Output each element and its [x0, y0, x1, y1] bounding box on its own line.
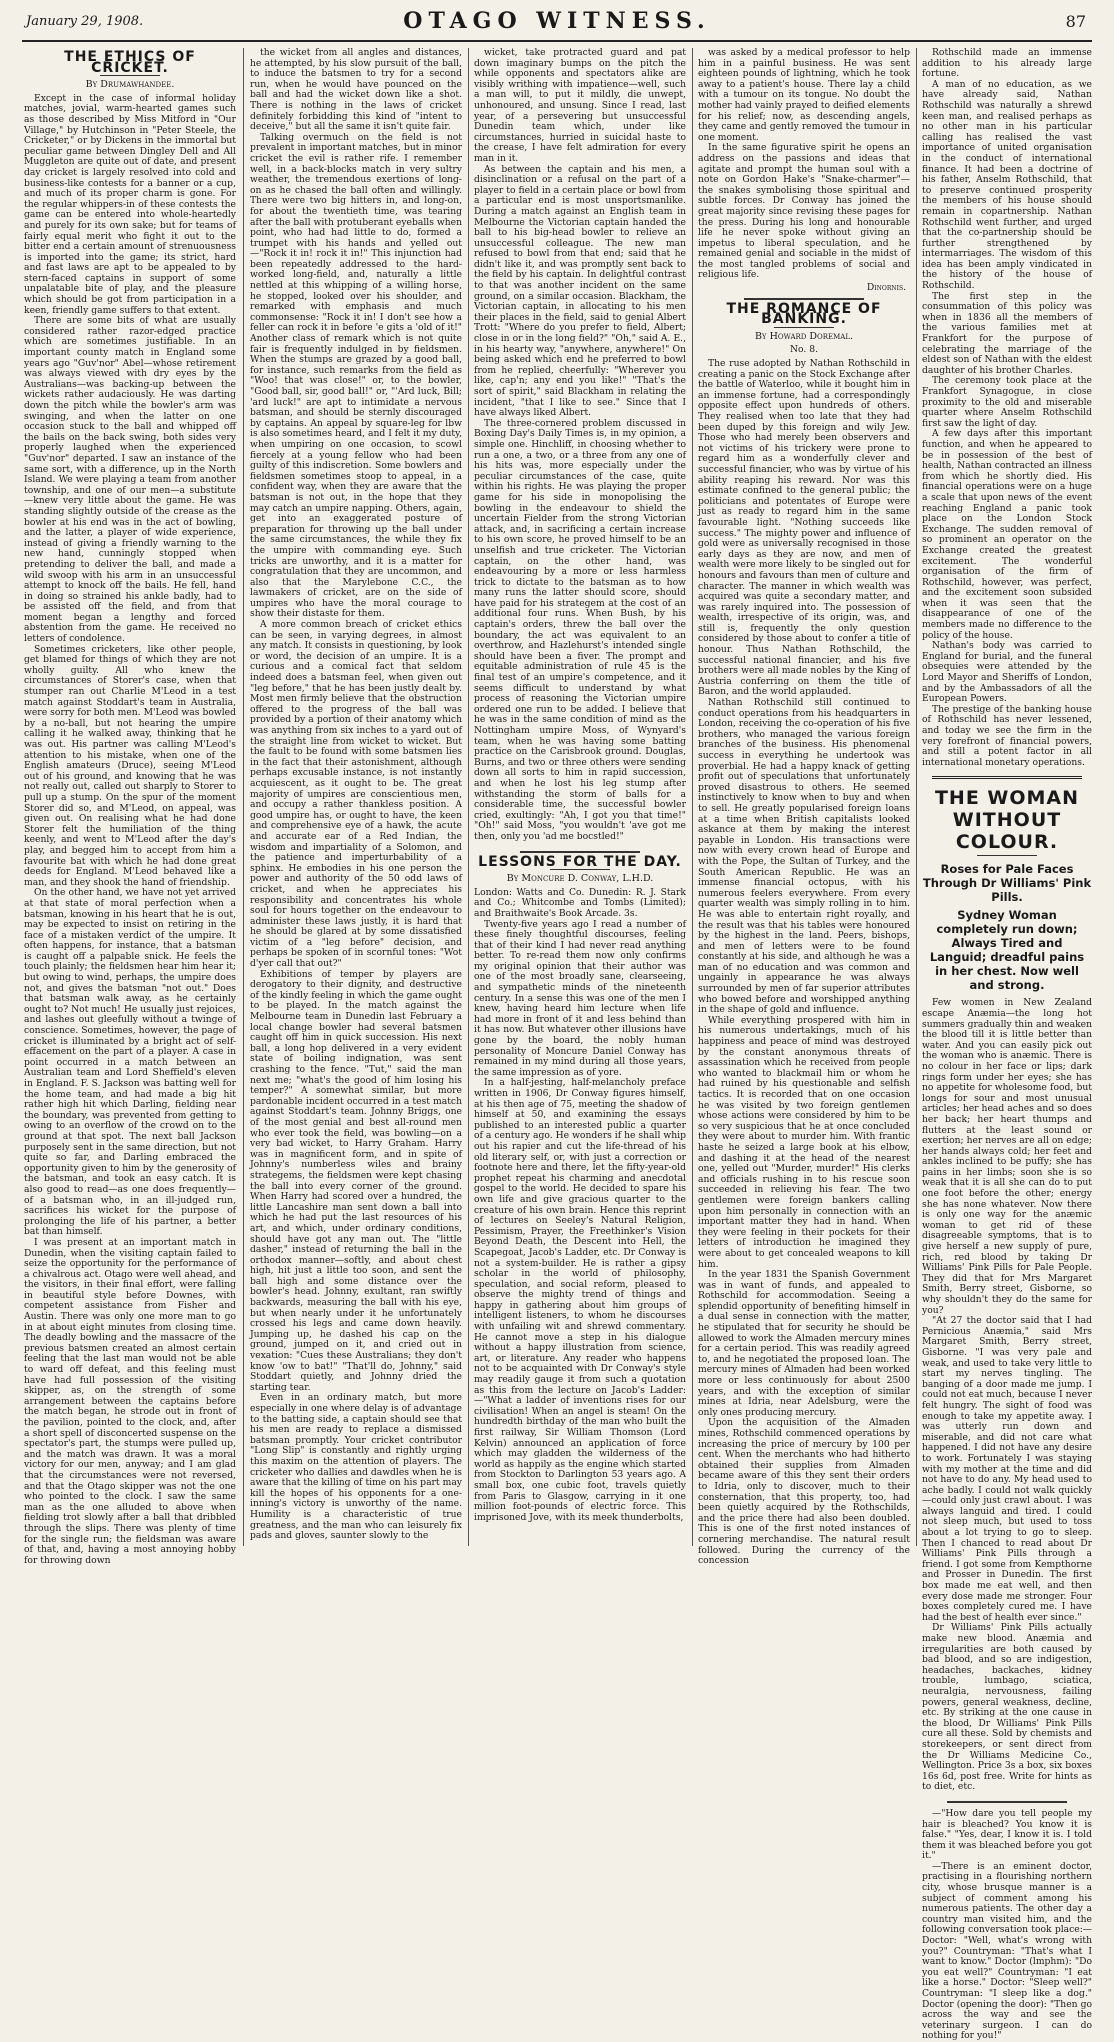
paragraph: Even in an ordinary match, but more especially in one where delay is of advantage to the batting side, a captain should see that his men are ready to replace a dismissed batsman promptly. Your cricket contributor "Long Slip" is constantly and rightly urging this maxim on the attention of players. The cricketer who dallies and dawdles when he is aware that the killing of time on his part may kill the hopes of his opponents for a one-inning's victory is unworthy of the name. Humility is a characteristic of true greatness, and the man who can leisurely fix pads and gloves, saunter slowly to the — [250, 1392, 462, 1542]
paragraph: In a half-jesting, half-melancholy preface written in 1906, Dr Conway figures himself, at his then age of 75, meeting the shadow of himself at 50, and examining the essays published to an interested public a quarter of a century ago. He wonders if he shall whip out his rapier and cut the life-thread of his old literary self, or, with just a correction or footnote here and there, let the fifty-year-old prophet repeat his charming and anecdotal gospel to the world. He decided to spare his own life and give gracious quarter to the creature of his own brain. Hence this reprint of lectures on Seeley's Natural Religion, Pessimism, Prayer, the Freethinker's Vision Beyond Death, the Descent into Hell, the Scapegoat, Jacob's Ladder, etc. Dr Conway is not a system-builder. He is rather a gipsy scholar in the world of philosophy, speculation, and social reform, pleased to observe the mighty trend of things and happy in gathering about him groups of intelligent listeners, to whom he discourses with unfailing wit and shrewd commentary. He cannot move a step in his dialogue without a happy illustration from science, art, or literature. Any reader who happens not to be acquainted with Dr Conway's style may readily gauge it from such a quotation as this from the lecture on Jacob's Ladder:—"What a ladder of inventions rises for our civilisation! When an angel is steam! On the hundredth birthday of the man who built the first railway, Sir William Thomson (Lord Kelvin) announced an application of force which may gladden the wilderness of the world as happily as the engine which started from Stockton to Darlington 53 years ago. A small box, one cubic foot, travels quietly from Paris to Glasgow, carrying in it one million foot-pounds of electric force. This imprisoned Jove, with its meek thunderbolts, — [474, 1077, 686, 1523]
paragraph: A more common breach of cricket ethics can be seen, in varying degrees, in almost any match. It consists in questioning, by look or word, the decision of an umpire. It is a curious and a comical fact that seldom indeed does a batsman feel, when given out "leg before," that he has been justly dealt by. Most men firmly believe that the obstruction offered to the progress of the ball was provided by a portion of their anatomy which was anything from six inches to a yard out of the straight line from wicket to wicket. But the fault to be found with some batsmen lies in the fact that their astonishment, although perhaps excusable instance, is not instantly acquiescent, as it ought to be. The great majority of umpires are conscientious men, and occupy a rather thankless position. A good umpire has, or ought to have, the keen and comprehensive eye of a hawk, the acute and accurate ear of a Red Indian, the wisdom and impartiality of a Solomon, and the patience and imperturbability of a sphinx. He embodies in his one person the power and authority of the 50 odd laws of cricket, and when he appreciates his responsibility and concentrates his whole soul for hours together on the endeavour to administer these laws justly, it is hard that he should be glared at by some dissatisfied victim of a "leg before" decision, and perhaps be spoken of in scornful tones: "Wot d'yer call that out?" — [250, 619, 462, 970]
paragraph: —"How dare you tell people my hair is bleached? You know it is false." "Yes, dear, I know it is. I told them it was bleached before you got it." — [922, 1807, 1092, 1862]
ad-subheading: Roses for Pale Faces Through Dr Williams' Pink Pills. — [922, 862, 1092, 905]
article-body — [698, 48, 910, 281]
column-4 — [698, 47, 910, 1567]
quips — [922, 1809, 1092, 2042]
ad-body — [922, 998, 1092, 1793]
article-byline: By Drumawhandee. — [85, 79, 175, 91]
paragraph: There are some bits of what are usually considered rather razor-edged practice which are sometimes justifiable. In an important county match in England some years ago "Guv'nor" Abel—whose retirement was always viewed with dry eyes by the Australians—was backing-up between the wickets rather audaciously. He was darting down the pitch while the bowler's arm was swinging, and when the latter on one occasion stuck to the ball and whipped off the bails on the back swing, both sides very properly laughed when the experienced "Guv'nor" departed. I saw an instance of the same sort, with a difference, up in the North Island. We were playing a team from another township, and one of our men—a substitute—knew very little about the game. He was standing slightly outside of the crease as the bowler at his end was in the act of bowling, and the latter, a player of wide experience, instead of giving a friendly warning to the new hand, cunningly stopped when pretending to deliver the ball, and made a wild swoop with his arm in an unsuccessful attempt to knock off the bails. He fell, hand in doing so strained his ankle badly, had to be assisted off the field, and from that moment began a lengthy and forced abstention from the game. He received no letters of condolence. — [24, 315, 236, 645]
title-divider — [977, 855, 1037, 856]
section-divider — [744, 298, 864, 300]
paragraph: The three-cornered problem discussed in Boxing Day's Daily Times is, in my opinion, a simple one. Hinchliff, in choosing whether to run a one, a two, or a three from any one of his hits was, more especially under the peculiar circumstances of the case, quite within his rights. He was playing the proper game for his side in monopolising the bowling in the endeavour to shield the uncertain Fielder from the strong Victorian attack, and, in sacrificing a certain increase to his own score, he proved himself to be an unselfish and true cricketer. The Victorian captain, on the other hand, was endeavouring by a more or less harmless trick to dictate to the batsman as to how many runs the latter should score, should have paid for his strategem at the cost of an additional four runs. When Bush, by his captain's orders, threw the ball over the boundary, the act was equivalent to an overthrow, and Hazlehurst's intended single should have been a fiver. The prompt and equitable administration of rule 45 is the final test of an umpire's competence, and it seems difficult to understand by what process of reasoning the Victorian umpire ordered one run to be added. I believe that he was in the same condition of mind as the Nottingham umpire Moss, of Wynyard's team, when he was having some batting practice on the Carisbrook ground. Douglas, Burns, and two or three others were sending down all sorts to him in rapid succession, and when he lost his leg stump after withstanding the storm of balls for a considerable time, the successful bowler cried, exultingly: "Ah, I got you that time!" "Oh!" said Moss, "you wouldn't 'ave got me then, only you 'ad me bocstled!" — [474, 417, 686, 842]
paragraph: I was present at an important match in Dunedin, when the visiting captain failed to seize the opportunity for the performance of a chivalrous act. Otago were well ahead, and the visitors, in their final effort, were falling in beautiful style before Downes, with competent assistance from Fisher and Austin. There was only one more man to go in at about eight minutes from closing time. The deadly bowling and the massacre of the previous batsmen created an almost certain feeling that the last man would not be able to ward off defeat, and this feeling must have had full possession of the visiting skipper, as, on the strength of some arrangement between the captains before the match began, he strode out in front of the pavilion, pointed to the clock, and, after a short spell of disconcerted suspense on the spectator's part, the stumps were pulled up, and the match was drawn. It was a moral victory for our men, anyway; and I am glad that the circumstances were not reversed, and that the Otago skipper was not the one who pointed to the clock. I saw the same man as the one alluded to above when fielding trot slowly after a ball that dribbled through the slips. There was plenty of time for the single run; the fieldsman was aware of that, and, having a most annoying hobby for throwing down — [24, 1236, 236, 1566]
column-divider — [916, 48, 917, 1546]
article-number: No. 8. — [789, 344, 818, 356]
paragraph: Few women in New Zealand escape Anæmia—the long hot summers gradually thin and weaken the blood till it is little better than water. And you can easily pick out the woman who is anæmic. There is no colour in her face or lips; dark rings form under her eyes; she has no appetite for wholesome food, but longs for sour and most unusual articles; her head aches and so does her back; her heart thumps and flutters at the least sound or exertion; her nerves are all on edge; her hands always cold; her feet and ankles inclined to be puffy; she has pains in her limbs; soon she is so weak that it is all she can do to put one foot before the other; energy she has none whatever. Now there is only one way for the anæmic woman to get rid of these disagreeable symptoms, that is to give herself a new supply of pure, rich, red blood by taking Dr Williams' Pink Pills for Pale People. They did that for Mrs Margaret Smith, Berry street, Gisborne, so why shouldn't they do the same for you? — [922, 997, 1092, 1316]
ad-rule — [932, 776, 1082, 779]
paragraph: On the other hand, we have not yet arrived at that state of moral perfection when a batsman, knowing in his heart that he is out, may be expected to insist on retiring in the face of a mistaken verdict of the umpire. It often happens, for instance, that a batsman is caught off a palpable snick. He feels the touch plainly; the fieldsmen hear him hear it; but owing to wind, perhaps, the umpire does not, and gives the batsman "not out." Does that batsman walk away, as he certainly ought to? Not much! He usually just rejoices, and lashes out gleefully without a twinge of conscience. Sometimes, however, the page of cricket is illuminated by a bright act of self-effacement on the part of a player. A case in point occurred in a match between an Australian team and Lord Sheffield's eleven in England. F. S. Jackson was batting well for the home team, and had made a big hit rather high hit which Darling, fielding near the boundary, was prevented from getting to owing to an overflow of the crowd on to the ground at that spot. The next ball Jackson purposely sent in the same direction, but not quite so far, and Darling embraced the opportunity given to him by the generosity of the batsman, and took an easy catch. It is also good to read—as one does frequently—of a batsman who, in an ill-judged run, sacrifices his wicket for the purpose of prolonging the life of his partner, a better bat than himself. — [24, 887, 236, 1238]
masthead: OTAGO WITNESS. — [403, 8, 711, 34]
paragraph: A man of no education, as we have already said, Nathan Rothschild was naturally a shrewd keen man, and realised perhaps as no other man in his particular calling has realised the vast importance of united organisation in the conduct of international finance. It had been a doctrine of his father, Anselm Rothschild, that to preserve continued prosperity the members of his house should remain in copartnership. Nathan Rothschild went further, and urged that the co-partnership should be further strengthened by intermarriages. The wisdom of this idea has been amply vindicated in the history of the house of Rothschild. — [922, 78, 1092, 292]
article-body — [474, 48, 686, 843]
column-divider — [468, 48, 469, 1546]
paragraph: The ceremony took place at the Frankfort Synagogue, in close proximity to the old and miserable quarter where Anselm Rothschild first saw the light of day. — [922, 375, 1092, 429]
paragraph: Dr Williams' Pink Pills actually make new blood. Anæmia and irregularities are both caused by bad blood, and so are indigestion, headaches, backaches, kidney trouble, lumbago, sciatica, neuralgia, nervousness, failing powers, general weakness, decline, etc. By striking at the one cause in the blood, Dr Williams' Pink Pills cure all these. Sold by chemists and storekeepers, or sent direct from the Dr Williams Medicine Co., Wellington. Price 3s a box, six boxes 16s 6d, post free. Write for hints as to diet, etc. — [922, 1622, 1092, 1793]
paragraph: Twenty-five years ago I read a number of these finely thoughtful discourses, feeling that of their kind I had never read anything better. To re-read them now only confirms my original opinion that their author was one of the most broadly sane, clearseeing, and sympathetic minds of the nineteenth century. In a sense this was one of the men I knew, having heard him lecture when life had more in front of it and less behind than it has now. But whatever other illusions have gone by the board, the nobly human personality of Moncure Daniel Conway has remained in my mind during all those years, the same impression as of yore. — [474, 918, 686, 1078]
page-number: 87 — [1065, 12, 1086, 31]
paragraph: While everything prospered with him in his numerous undertakings, much of his happiness and peace of mind was destroyed by the constant anonymous threats of assassination which he received from people who wanted to blackmail him or whom he had ruined by his questionable and selfish tactics. It is recorded that on one occasion he was visited by two foreign gentlemen whose actions were considered by him to be so very suspicious that he at once concluded they were about to murder him. With frantic haste he seized a large book at his elbow, and dashing it at the head of the nearest one, yelled out "Murder, murder!" His clerks and officials rushing in to his rescue soon succeeded in relieving his fear. The two gentlemen were foreign bankers calling upon him personally in connection with an important matter they had in hand. When they were feeling in their pockets for their letters of introduction he imagined they were about to get concealed weapons to kill him. — [698, 1014, 910, 1270]
article-title: THE ETHICS OF CRICKET. — [64, 49, 196, 76]
article-title: THE ROMANCE OF BANKING. — [726, 300, 882, 328]
ad-title: THE WOMAN WITHOUT COLOUR. — [934, 787, 1080, 854]
column-1 — [24, 48, 236, 1566]
paragraph: A few days after this important function, and when he appeared to be in possession of the best of health, Nathan contracted an illness from which he shortly died. His financial operations were on a huge a scale that upon news of the event reaching England a panic took place on the London Stock Exchange. The sudden removal of so prominent an operator on the Exchange created the greatest excitement. The wonderful organisation of the firm of Rothschild, however, was perfect, and the excitement soon subsided when it was seen that the disappearance of one of the members made no difference to the policy of the house. — [922, 428, 1092, 641]
paragraph: Sometimes cricketers, like other people, get blamed for things of which they are not wholly guilty. All who knew the circumstances of Storer's case, when that stumper ran out Charlie M'Leod in a test match against Stoddart's team in Australia, were sorry for both men. M'Leod was bowled by a no-ball, but not hearing the umpire calling it he walked away, thinking that he was out. His partner was calling M'Leod's attention to his mistake, when one of the English amateurs (Druce), seeing M'Leod out of his ground, and knowing that he was not really out, called out sharply to Storer to pull up a stump. On the spur of the moment Storer did so, and M'Leod, on appeal, was given out. On realising what he had done Storer felt the humiliation of the thing keenly, and went to M'Leod after the day's play, and begged him to accept from him a favourite bat with which he had done great deeds for England. M'Leod behaved like a man, and they shook the hand of friendship. — [24, 643, 236, 888]
ad-subheading: Sydney Woman completely run down; Always Tired and Languid; dreadful pains in her chest. Now well and strong. — [929, 908, 1085, 993]
paragraph: As between the captain and his men, a disinclination or a refusal on the part of a player to field in a certain place or bowl from a particular end is most unsportsmanlike. During a match against an English team in Melbourne the Victorian captain handed the ball to his big-head bowler to relieve an unsuccessful colleague. The new man refused to bowl from that end; said that he didn't like it, and was promptly sent back to the field by his captain. In delightful contrast to that was another incident on the same ground, on a similar occasion. Blackham, the Victorian captain, in allocating to his men their places in the field, said to genial Albert Trott: "Where do you prefer to field, Albert; close in or in the long field?" "Oh," said A. E., in his hearty way, "anywhere, anywhere!" On being asked which end he preferred to bowl from he replied, cheerfully: "Wherever you like, cap'n; any end you like!" "That's the sort of spirit," said Blackham in relating the incident, "that I like to see." Since that I have always liked Albert. — [474, 163, 686, 419]
section-divider — [947, 1801, 1067, 1803]
paragraph: —There is an eminent doctor, practising in a flourishing northern city, whose brusque manner is a subject of comment among his numerous patients. The other day a country man visited him, and the following conversation took place:—Doctor: "Well, what's wrong with you?" Countryman: "That's what I want to know." Doctor (lmphm): "Do you eat well?" Countryman: "I eat like a horse." Doctor: "Sleep well?" Countryman: "I sleep like a dog." Doctor (opening the door): "Then go across the way and see the veterinary surgeon. I can do nothing for you!" — [922, 1860, 1092, 2042]
article-byline: By Howard Doremal. — [754, 330, 854, 342]
article-byline: By Moncure D. Conway, L.H.D. — [506, 873, 654, 885]
column-5 — [922, 47, 1092, 2042]
paragraph: the wicket from all angles and distances, he attempted, by his slow pursuit of the ball, to induce the batsmen to try for a second run, when he would have pounced on the ball and had the wicket down like a shot. There is nothing in the laws of cricket definitely forbidding this kind of "intent to deceive," but all the same it isn't quite fair. — [250, 47, 462, 133]
paragraph: The prestige of the banking house of Rothschild has never lessened, and today we see the firm in the very forefront of financial powers, and still a potent factor in all international monetary operations. — [922, 703, 1092, 768]
article-body — [922, 48, 1092, 768]
article-title: LESSONS FOR THE DAY. — [478, 853, 682, 870]
paragraph: Nathan's body was carried to England for burial, and the funeral obsequies were attended by the Lord Mayor and Sheriffs of London, and by the Ambassadors of all the European Powers. — [922, 640, 1092, 705]
article-body — [474, 920, 686, 1524]
section-divider — [520, 851, 640, 853]
article-body — [698, 698, 910, 1567]
paragraph: was asked by a medical professor to help him in a painful business. He was sent eighteen pounds of lightning, which he took away to a patient's house. There lay a child with a tumour on its tongue. No doubt the mother had vainly prayed to deified elements for his relief; now, as descending angels, they came and gently removed the tumour in one moment. — [698, 47, 910, 143]
paragraph: The first step in the consummation of this policy was when in 1836 all the members of the various families met at Frankfort for the purpose of celebrating the marriage of the eldest son of Nathan with the eldest daughter of his brother Charles. — [922, 290, 1092, 376]
page-header — [0, 6, 1114, 38]
article-body — [698, 359, 910, 698]
header-rule — [22, 40, 1092, 42]
column-divider — [692, 48, 693, 1546]
paragraph: In the same figurative spirit he opens an address on the passions and ideas that agitate and prompt the human soul with a note on Gordon Hake's "Snake-charmer"—the snakes symbolising those spiritual and subtle forces. Dr Conway has joined the great majority since revising these pages for the press. During his long and honourable life he never spoke without giving an impetus to liberal speculation, and he remained genial and sociable in the midst of the most tangled problems of social and religious life. — [698, 142, 910, 281]
paragraph: "At 27 the doctor said that I had Pernicious Anæmia," said Mrs Margaret Smith, Berry street, Gisborne. "I was very pale and weak, and used to take very little to start my nerves tingling. The banging of a door made me jump. I could not eat much, because I never felt hungry. The sight of food was enough to take my appetite away. I was utterly run down and miserable, and did not care what happened. I did not have any desire to work. Fortunately I was staying with my mother at the time and did not have to do any. My head used to ache badly. I could not walk quickly—could only just crawl about. I was always languid and tired. I could not sleep much, but used to toss about a lot trying to go to sleep. Then I chanced to read about Dr Williams' Pink Pills through a friend. I got some from Kempthorne and Prosser in Dunedin. The first box made me eat well, and then every dose made me stronger. Four boxes completely cured me. I have had the best of health ever since." — [922, 1315, 1092, 1623]
paragraph: The ruse adopted by Nathan Rothschild in creating a panic on the Stock Exchange after the battle of Waterloo, while it bought him in an immense fortune, had a correspondingly opposite effect upon hundreds of others. They realised when too late that they had been duped by this foreign and wily Jew. Those who had merely been observers and not victims of his trickery were prone to regard him as a wonderfully clever and successful financier, who was by virtue of his ability reaping his reward. Nor was this estimate confined to the general public; the politicians and potentates of Europe were just as ready to regard him in the same favourable light. "Nothing succeeds like success." The mighty power and influence of gold were as universally recognised in those early days as they are now, and men of wealth were more likely to be singled out for honours and favours than men of culture and character. The manner in which wealth was acquired was quite a secondary matter, and was rarely inquired into. The possession of wealth, irrespective of its origin, was, and still is, frequently the only question considered by those about to confer a title of honour. Thus Nathan Rothschild, the successful national financier, and his five brothers were all made nobles by the King of Austria conferring on them the title of Baron, and the world applauded. — [698, 358, 910, 698]
paragraph: Except in the case of informal holiday matches, jovial, warm-hearted games such as those described by Miss Mitford in "Our Village," by Hutchinson in "Peter Steele, the Cricketer," or by Dickens in the immortal but peculiar game between Dingley Dell and All Muggleton are quite out of date, and present day cricket is largely resolved into cold and business-like contests for a banner or a cup, and much of its proper charm is gone. For the regular whippers-in of these contests the game can be entered into whole-heartedly and purely for its own sake; but for teams of fairly equal merit who fight it out to the bitter end a certain amount of strenuousness is imported into the game; its strict, hard and fast laws are apt to be appealed to by stern-faced captains in support of some unpalatable bite of play, and the pleasure which should be got from participation in a keen, friendly game suffers to that extent. — [24, 92, 236, 316]
column-3 — [474, 48, 686, 1546]
column-2 — [250, 48, 462, 1546]
paragraph: In the year 1831 the Spanish Government was in want of funds, and appealed to Rothschild for accommodation. Seeing a splendid opportunity of benefiting himself in a dual sense in connection with the matter, he stipulated that for security he should be allowed to work the Almaden mercury mines for a certain period. This was readily agreed to, and he negotiated the proposed loan. The mercury mines of Almaden had been worked more or less continuously for about 2500 years, and with the exception of similar mines at Idria, near Adelsburg, were the only ones producing mercury. — [698, 1269, 910, 1418]
paragraph: Upon the acquisition of the Almaden mines, Rothschild commenced operations by increasing the price of mercury by 100 per cent. When the merchants who had hitherto obtained their supplies from Almaden became aware of this they sent their orders to Idria, only to discover, much to their consternation, that this property, too, had been quietly acquired by the Rothschilds, and the price there had also been doubled. This is one of the first noted instances of cornering merchandise. The natural result followed. During the currency of the concession — [698, 1417, 910, 1567]
publisher-note: London: Watts and Co. Dunedin: R. J. Stark and Co.; Whitcombe and Tombs (Limited); and Braithwaite's Book Arcade. 3s. — [474, 886, 686, 919]
paragraph: Rothschild made an immense addition to his already large fortune. — [922, 47, 1092, 80]
paragraph: Talking overmuch on the field is not prevalent in important matches, but in minor cricket the evil is rather rife. I remember well, in a back-blocks match in very sultry weather, the tremendous exertions of long-on as he chased the ball often and willingly. There were two big hitters in, and long-on, for about the twentieth time, was tearing after the ball with protuberant eyeballs when point, who had had little to do, formed a trumpet with his hands and yelled out—"Rock it in! rock it in!" This injunction had been repeatedly addressed to the hard-worked long-field, and, naturally a little nettled at this whipping of a willing horse, he stopped, looked over his shoulder, and remarked with emphasis and much commonsense: "Rock it in! I don't see how a feller can rock it in before 'e gits a 'old of it!" Another class of remark which is not quite fair is frequently indulged in by fieldsmen. When the stumps are grazed by a good ball, for instance, such remarks from the field as "Woo! that was close!" or, to the bowler, "Good ball, sir, good ball!" or, "'Ard luck, Bill; 'ard luck!" are apt to intimidate a nervous batsman, and should be sternly discouraged by captains. An appeal by square-leg for lbw is also sometimes heard, and I felt it my duty, when umpiring on one occasion, to scowl fiercely at a young fellow who had been guilty of this indiscretion. Some bowlers and fieldsmen sometimes stoop to appeal, in a confident way, when they are aware that the batsman is not out, in the hope that they may catch an umpire napping. Others, again, get into an exaggerated posture of preparation for throwing up the ball under the same circumstances, the while they fix the umpire with commanding eye. Such tricks are unworthy, and it is a matter for congratulation that they are uncommon, and also that the Marylebone C.C., the lawmakers of cricket, are on the side of umpires who have the moral courage to show their distaste for them. — [250, 131, 462, 620]
paragraph: Exhibitions of temper by players are derogatory to their dignity, and destructive of the kindly feeling in which the game ought to be played. In the match against the Melbourne team in Dunedin last February a local change bowler had several batsmen caught off him in quick succession. His next ball, a long hop delivered in a very evident state of boiling indignation, was sent crashing to the fence. "Tut," said the man next me; "what's the good of him losing his temper?" A somewhat similar, but more pardonable incident occurred in a test match against Stoddart's team. Johnny Briggs, one of the most genial and best all-round men who ever took the field, was bowling—on a very bad wicket, to Harry Graham. Harry was in magnificent form, and in spite of Johnny's numberless wiles and brainy strategems, the fieldsmen were kept chasing the ball into every corner of the ground. When Harry had scored over a hundred, the little Lancashire man sent down a ball into which he had put the last resources of his art, and which, under ordinary conditions, should have got any man out. The "little dasher," instead of returning the ball in the orthodox manner—softly, and about chest high, hit just a little too soon, and sent the ball high and some distance over the bowler's head. Johnny, exultant, ran swiftly backwards, measuring the ball with his eye, but when nearly under it he unfortunately crossed his legs and came down heavily. Jumping up, he dashed his cap on the ground, jumped on it, and cried out in vexation: "Cues these Australians; they don't know 'ow to bat!" "That'll do, Johnny," said Stoddart quietly, and Johnny dried the starting tear. — [250, 968, 462, 1393]
article-body — [250, 48, 462, 1542]
issue-date: January 29, 1908. — [26, 14, 144, 29]
author-signature: Dinornis. — [866, 282, 906, 294]
paragraph: wicket, take protracted guard and pat down imaginary bumps on the pitch the while opponents and spectators alike are visibly writhing with impatience—well, such a man will, to put it mildly, die unwept, unhonoured, and unsung. Since I read, last year, of a persevering but unsuccessful Dunedin team which, under like circumstances, hurried in suicidal haste to the crease, I have felt admiration for every man in it. — [474, 47, 686, 164]
paragraph: Nathan Rothschild still continued to conduct operations from his headquarters in London, receiving the co-operation of his five brothers, who managed the various foreign branches of the business. His phenomenal success in everything he undertook was proverbial. He had a happy knack of getting profit out of speculations that unfortunately proved disastrous to others. He seemed instinctively to know when to buy and when to sell. He greatly popularised foreign loans at a time when British capitalists looked askance at them by making the interest payable in London. His transactions were now with every crown head of Europe and with the Pope, the Sultan of Turkey, and the South American Republic. He was an immense financial octopus, with his numerous feelers everywhere. From every quarter wealth was simply rolling in to him. He was able to entertain right royally, and the result was that his tables were honoured by the highest in the land. Peers, bishops, and men of letters were to be found constantly at his side, and although he was a man of no education and was common and ungainly in appearance he was always surrounded by men of far superior attributes who bowed before and worshipped anything in the shape of gold and influence. — [698, 697, 910, 1016]
article-body — [24, 94, 236, 1567]
column-divider — [243, 48, 244, 1546]
